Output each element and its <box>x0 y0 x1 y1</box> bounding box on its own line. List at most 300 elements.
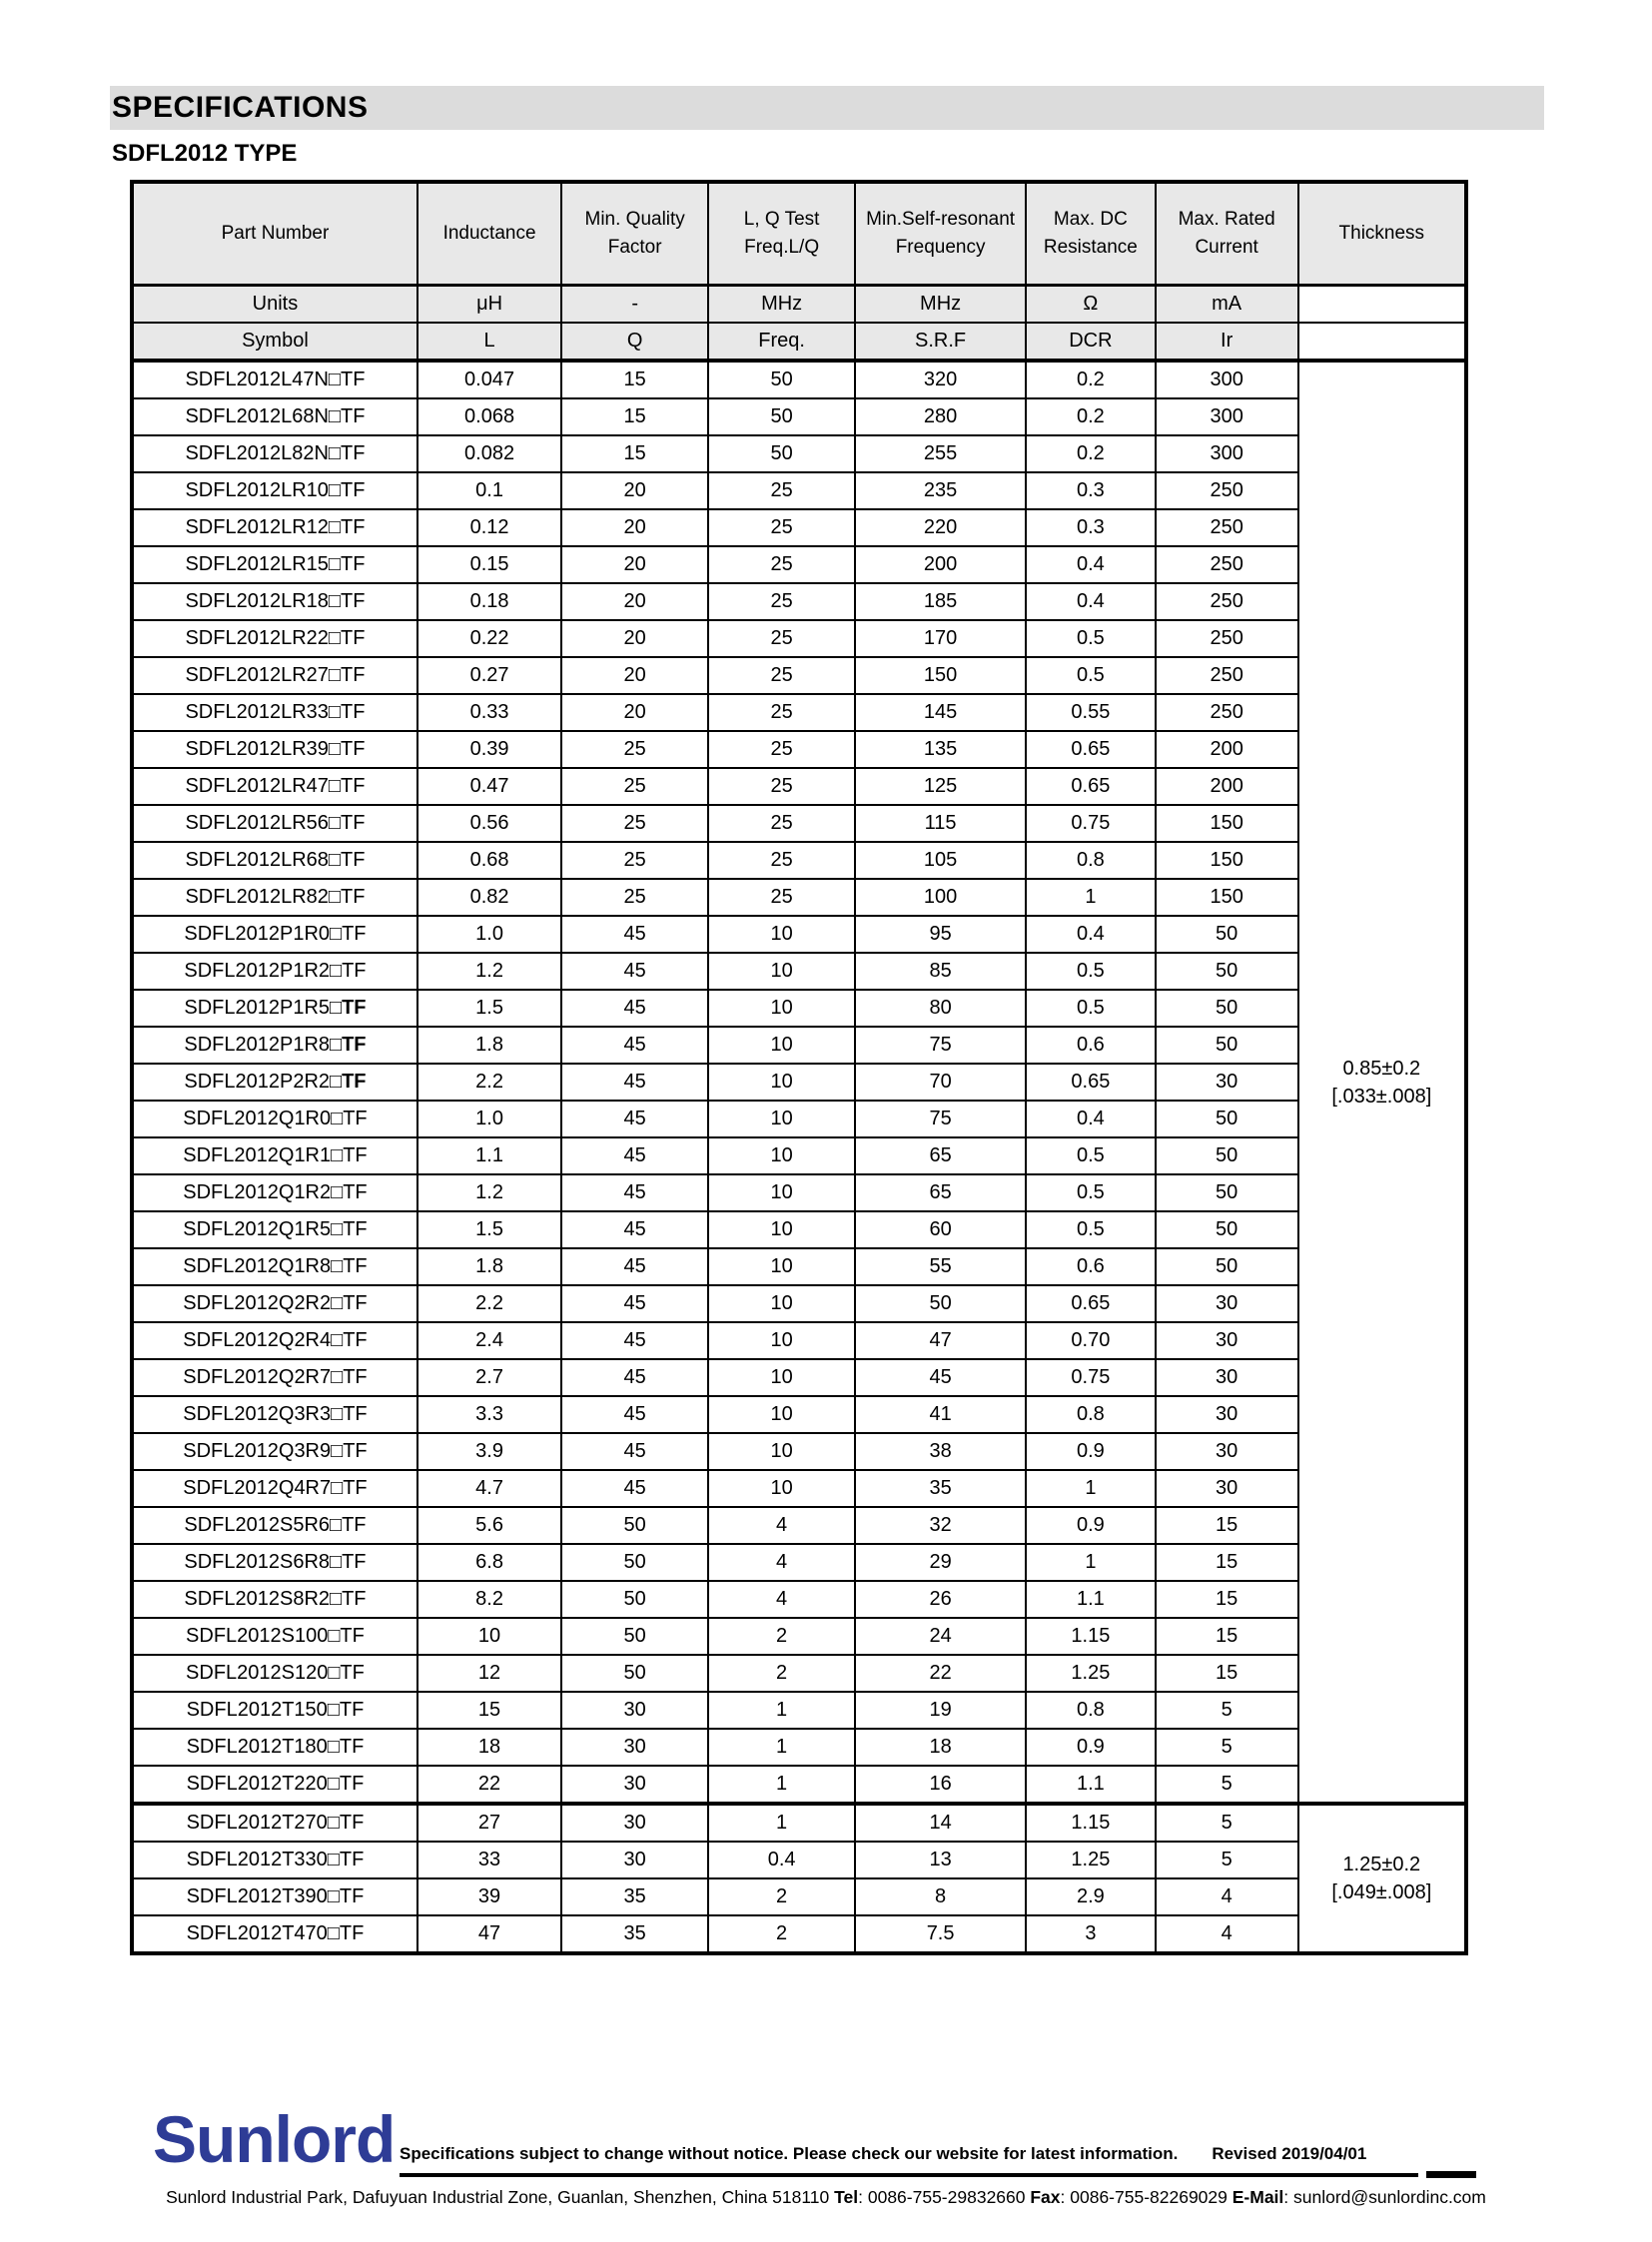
part-number: SDFL2012S100□TF <box>132 1618 417 1655</box>
part-number: SDFL2012Q1R8□TF <box>132 1248 417 1285</box>
cell-q: 45 <box>561 1101 708 1137</box>
cell-l: 1.8 <box>417 1248 561 1285</box>
cell-q: 45 <box>561 1248 708 1285</box>
fax-label: Fax <box>1030 2187 1061 2207</box>
cell-dcr: 0.8 <box>1026 842 1156 879</box>
cell-ir: 250 <box>1156 546 1298 583</box>
symbol-row-value: S.R.F <box>855 323 1026 361</box>
cell-ir: 250 <box>1156 509 1298 546</box>
cell-l: 0.27 <box>417 657 561 694</box>
cell-srf: 26 <box>855 1581 1026 1618</box>
part-number: SDFL2012S8R2□TF <box>132 1581 417 1618</box>
cell-freq: 10 <box>708 1174 855 1211</box>
cell-dcr: 0.4 <box>1026 1101 1156 1137</box>
cell-ir: 150 <box>1156 842 1298 879</box>
cell-srf: 200 <box>855 546 1026 583</box>
units-row-label: Units <box>132 286 417 324</box>
cell-freq: 2 <box>708 1878 855 1915</box>
cell-l: 12 <box>417 1655 561 1692</box>
part-number: SDFL2012LR27□TF <box>132 657 417 694</box>
cell-srf: 35 <box>855 1470 1026 1507</box>
cell-dcr: 0.65 <box>1026 768 1156 805</box>
cell-freq: 10 <box>708 1027 855 1064</box>
cell-freq: 10 <box>708 990 855 1027</box>
part-number: SDFL2012T330□TF <box>132 1842 417 1878</box>
cell-q: 30 <box>561 1842 708 1878</box>
cell-l: 18 <box>417 1729 561 1766</box>
cell-ir: 30 <box>1156 1359 1298 1396</box>
cell-q: 30 <box>561 1804 708 1842</box>
cell-q: 15 <box>561 361 708 398</box>
column-header: L, Q Test Freq.L/Q <box>708 182 855 286</box>
cell-srf: 75 <box>855 1101 1026 1137</box>
cell-l: 0.068 <box>417 398 561 435</box>
cell-freq: 25 <box>708 472 855 509</box>
cell-dcr: 0.5 <box>1026 657 1156 694</box>
units-row-value: - <box>561 286 708 324</box>
cell-freq: 10 <box>708 1137 855 1174</box>
part-number: SDFL2012P1R0□TF <box>132 916 417 953</box>
cell-srf: 13 <box>855 1842 1026 1878</box>
cell-ir: 15 <box>1156 1544 1298 1581</box>
cell-dcr: 0.75 <box>1026 805 1156 842</box>
cell-freq: 2 <box>708 1655 855 1692</box>
symbol-row-value: DCR <box>1026 323 1156 361</box>
cell-freq: 25 <box>708 805 855 842</box>
part-number: SDFL2012P1R2□TF <box>132 953 417 990</box>
cell-q: 45 <box>561 1211 708 1248</box>
cell-dcr: 2.9 <box>1026 1878 1156 1915</box>
cell-q: 45 <box>561 1285 708 1322</box>
part-number: SDFL2012Q1R0□TF <box>132 1101 417 1137</box>
cell-srf: 65 <box>855 1174 1026 1211</box>
cell-dcr: 0.2 <box>1026 398 1156 435</box>
cell-dcr: 0.3 <box>1026 472 1156 509</box>
cell-q: 30 <box>561 1766 708 1804</box>
cell-srf: 185 <box>855 583 1026 620</box>
section-title: SPECIFICATIONS <box>112 91 369 124</box>
cell-freq: 10 <box>708 1248 855 1285</box>
cell-dcr: 0.9 <box>1026 1729 1156 1766</box>
cell-dcr: 0.6 <box>1026 1027 1156 1064</box>
cell-dcr: 0.65 <box>1026 731 1156 768</box>
cell-ir: 15 <box>1156 1507 1298 1544</box>
part-number: SDFL2012Q1R2□TF <box>132 1174 417 1211</box>
cell-dcr: 1.15 <box>1026 1804 1156 1842</box>
cell-l: 27 <box>417 1804 561 1842</box>
part-number: SDFL2012T390□TF <box>132 1878 417 1915</box>
cell-ir: 5 <box>1156 1766 1298 1804</box>
cell-l: 0.82 <box>417 879 561 916</box>
cell-l: 0.47 <box>417 768 561 805</box>
cell-q: 45 <box>561 1027 708 1064</box>
cell-q: 45 <box>561 1322 708 1359</box>
cell-q: 35 <box>561 1878 708 1915</box>
cell-srf: 45 <box>855 1359 1026 1396</box>
units-row-thickness-blank <box>1298 286 1466 324</box>
cell-l: 1.0 <box>417 916 561 953</box>
cell-l: 1.8 <box>417 1027 561 1064</box>
cell-freq: 50 <box>708 435 855 472</box>
cell-srf: 75 <box>855 1027 1026 1064</box>
cell-ir: 15 <box>1156 1618 1298 1655</box>
cell-srf: 80 <box>855 990 1026 1027</box>
notice-text: Specifications subject to change without notice. Please check our website for latest information. <box>400 2144 1179 2163</box>
part-number: SDFL2012S6R8□TF <box>132 1544 417 1581</box>
part-number: SDFL2012LR18□TF <box>132 583 417 620</box>
cell-freq: 10 <box>708 1396 855 1433</box>
section-title-bar <box>110 86 1544 130</box>
cell-srf: 50 <box>855 1285 1026 1322</box>
part-number: SDFL2012LR22□TF <box>132 620 417 657</box>
email-label: E-Mail <box>1232 2187 1284 2207</box>
cell-dcr: 0.5 <box>1026 1137 1156 1174</box>
cell-dcr: 0.8 <box>1026 1396 1156 1433</box>
cell-l: 1.5 <box>417 990 561 1027</box>
fax-value: : 0086-755-82269029 <box>1060 2187 1233 2207</box>
cell-freq: 2 <box>708 1915 855 1953</box>
cell-srf: 55 <box>855 1248 1026 1285</box>
cell-freq: 1 <box>708 1766 855 1804</box>
cell-q: 25 <box>561 879 708 916</box>
part-number: SDFL2012T220□TF <box>132 1766 417 1804</box>
cell-q: 50 <box>561 1618 708 1655</box>
cell-ir: 250 <box>1156 657 1298 694</box>
cell-dcr: 1 <box>1026 879 1156 916</box>
cell-ir: 4 <box>1156 1915 1298 1953</box>
cell-srf: 47 <box>855 1322 1026 1359</box>
symbol-row-value: Freq. <box>708 323 855 361</box>
cell-l: 2.2 <box>417 1064 561 1101</box>
cell-l: 10 <box>417 1618 561 1655</box>
cell-dcr: 1 <box>1026 1470 1156 1507</box>
cell-dcr: 0.2 <box>1026 435 1156 472</box>
cell-q: 50 <box>561 1581 708 1618</box>
cell-l: 1.0 <box>417 1101 561 1137</box>
part-number: SDFL2012LR15□TF <box>132 546 417 583</box>
cell-l: 15 <box>417 1692 561 1729</box>
cell-srf: 135 <box>855 731 1026 768</box>
cell-l: 39 <box>417 1878 561 1915</box>
part-number: SDFL2012P1R5□TF <box>132 990 417 1027</box>
cell-q: 15 <box>561 398 708 435</box>
cell-ir: 15 <box>1156 1655 1298 1692</box>
cell-l: 1.5 <box>417 1211 561 1248</box>
cell-srf: 170 <box>855 620 1026 657</box>
cell-freq: 10 <box>708 1322 855 1359</box>
part-number: SDFL2012Q1R5□TF <box>132 1211 417 1248</box>
cell-q: 20 <box>561 509 708 546</box>
cell-srf: 24 <box>855 1618 1026 1655</box>
cell-srf: 115 <box>855 805 1026 842</box>
cell-q: 20 <box>561 583 708 620</box>
cell-srf: 22 <box>855 1655 1026 1692</box>
cell-srf: 150 <box>855 657 1026 694</box>
cell-q: 45 <box>561 1396 708 1433</box>
symbol-row-value: L <box>417 323 561 361</box>
cell-ir: 200 <box>1156 768 1298 805</box>
cell-l: 0.047 <box>417 361 561 398</box>
cell-ir: 30 <box>1156 1285 1298 1322</box>
cell-dcr: 1.25 <box>1026 1655 1156 1692</box>
cell-freq: 25 <box>708 694 855 731</box>
cell-ir: 15 <box>1156 1581 1298 1618</box>
part-number: SDFL2012T180□TF <box>132 1729 417 1766</box>
cell-freq: 1 <box>708 1729 855 1766</box>
cell-l: 22 <box>417 1766 561 1804</box>
part-number: SDFL2012L68N□TF <box>132 398 417 435</box>
cell-ir: 5 <box>1156 1804 1298 1842</box>
cell-ir: 50 <box>1156 1248 1298 1285</box>
cell-q: 15 <box>561 435 708 472</box>
cell-dcr: 1.1 <box>1026 1766 1156 1804</box>
cell-srf: 95 <box>855 916 1026 953</box>
symbol-row-value: Q <box>561 323 708 361</box>
cell-dcr: 1.15 <box>1026 1618 1156 1655</box>
cell-srf: 145 <box>855 694 1026 731</box>
units-row-value: μH <box>417 286 561 324</box>
cell-ir: 50 <box>1156 953 1298 990</box>
cell-q: 45 <box>561 916 708 953</box>
part-number: SDFL2012T270□TF <box>132 1804 417 1842</box>
cell-srf: 32 <box>855 1507 1026 1544</box>
cell-freq: 10 <box>708 1433 855 1470</box>
footer-divider-end <box>1426 2171 1476 2178</box>
cell-dcr: 0.4 <box>1026 916 1156 953</box>
part-number: SDFL2012Q3R3□TF <box>132 1396 417 1433</box>
cell-dcr: 0.75 <box>1026 1359 1156 1396</box>
cell-l: 0.39 <box>417 731 561 768</box>
cell-l: 1.2 <box>417 953 561 990</box>
cell-freq: 50 <box>708 398 855 435</box>
units-row-value: Ω <box>1026 286 1156 324</box>
address-text: Sunlord Industrial Park, Dafuyuan Industrial Zone, Guanlan, Shenzhen, China 518110 <box>166 2187 835 2207</box>
part-number: SDFL2012LR10□TF <box>132 472 417 509</box>
symbol-row-label: Symbol <box>132 323 417 361</box>
cell-freq: 0.4 <box>708 1842 855 1878</box>
cell-ir: 200 <box>1156 731 1298 768</box>
cell-l: 2.2 <box>417 1285 561 1322</box>
cell-srf: 105 <box>855 842 1026 879</box>
cell-l: 0.082 <box>417 435 561 472</box>
cell-ir: 5 <box>1156 1692 1298 1729</box>
cell-ir: 250 <box>1156 583 1298 620</box>
cell-srf: 60 <box>855 1211 1026 1248</box>
cell-ir: 5 <box>1156 1729 1298 1766</box>
cell-dcr: 0.70 <box>1026 1322 1156 1359</box>
cell-dcr: 0.65 <box>1026 1285 1156 1322</box>
cell-srf: 38 <box>855 1433 1026 1470</box>
cell-freq: 4 <box>708 1581 855 1618</box>
cell-freq: 10 <box>708 1064 855 1101</box>
cell-l: 1.1 <box>417 1137 561 1174</box>
cell-dcr: 0.4 <box>1026 583 1156 620</box>
cell-ir: 300 <box>1156 435 1298 472</box>
part-number: SDFL2012LR33□TF <box>132 694 417 731</box>
cell-freq: 25 <box>708 583 855 620</box>
cell-freq: 1 <box>708 1692 855 1729</box>
cell-freq: 25 <box>708 657 855 694</box>
cell-l: 47 <box>417 1915 561 1953</box>
cell-q: 45 <box>561 1174 708 1211</box>
cell-q: 50 <box>561 1655 708 1692</box>
column-header: Thickness <box>1298 182 1466 286</box>
cell-srf: 7.5 <box>855 1915 1026 1953</box>
cell-ir: 30 <box>1156 1433 1298 1470</box>
cell-freq: 25 <box>708 731 855 768</box>
units-row-value: MHz <box>855 286 1026 324</box>
cell-ir: 250 <box>1156 472 1298 509</box>
cell-l: 33 <box>417 1842 561 1878</box>
part-number: SDFL2012Q2R4□TF <box>132 1322 417 1359</box>
cell-freq: 10 <box>708 1101 855 1137</box>
cell-freq: 10 <box>708 1211 855 1248</box>
cell-dcr: 0.2 <box>1026 361 1156 398</box>
cell-ir: 250 <box>1156 620 1298 657</box>
cell-freq: 4 <box>708 1544 855 1581</box>
symbol-row-value: Ir <box>1156 323 1298 361</box>
cell-ir: 150 <box>1156 805 1298 842</box>
cell-q: 45 <box>561 1137 708 1174</box>
cell-q: 45 <box>561 1470 708 1507</box>
symbol-row-thickness-blank <box>1298 323 1466 361</box>
column-header: Max. DC Resistance <box>1026 182 1156 286</box>
part-number: SDFL2012LR39□TF <box>132 731 417 768</box>
cell-l: 3.3 <box>417 1396 561 1433</box>
cell-ir: 50 <box>1156 1101 1298 1137</box>
cell-l: 0.12 <box>417 509 561 546</box>
cell-q: 25 <box>561 805 708 842</box>
cell-q: 50 <box>561 1507 708 1544</box>
cell-srf: 70 <box>855 1064 1026 1101</box>
cell-freq: 25 <box>708 546 855 583</box>
footer-divider <box>400 2173 1418 2177</box>
cell-l: 0.68 <box>417 842 561 879</box>
cell-ir: 5 <box>1156 1842 1298 1878</box>
cell-q: 20 <box>561 694 708 731</box>
email-value: : sunlord@sunlordinc.com <box>1283 2187 1486 2207</box>
cell-freq: 4 <box>708 1507 855 1544</box>
cell-q: 20 <box>561 620 708 657</box>
cell-srf: 16 <box>855 1766 1026 1804</box>
cell-q: 50 <box>561 1544 708 1581</box>
cell-q: 30 <box>561 1729 708 1766</box>
cell-ir: 300 <box>1156 361 1298 398</box>
cell-dcr: 0.5 <box>1026 990 1156 1027</box>
cell-q: 45 <box>561 1433 708 1470</box>
cell-freq: 25 <box>708 768 855 805</box>
cell-ir: 4 <box>1156 1878 1298 1915</box>
cell-srf: 255 <box>855 435 1026 472</box>
cell-ir: 30 <box>1156 1322 1298 1359</box>
thickness-value: 0.85±0.2 [.033±.008] <box>1298 361 1466 1804</box>
cell-ir: 50 <box>1156 1211 1298 1248</box>
cell-dcr: 0.55 <box>1026 694 1156 731</box>
cell-srf: 8 <box>855 1878 1026 1915</box>
footer-notice <box>400 2144 1478 2164</box>
cell-freq: 1 <box>708 1804 855 1842</box>
cell-q: 25 <box>561 768 708 805</box>
units-row-value: MHz <box>708 286 855 324</box>
cell-l: 2.7 <box>417 1359 561 1396</box>
cell-l: 0.1 <box>417 472 561 509</box>
sunlord-logo: Sunlord <box>153 2102 396 2176</box>
cell-dcr: 1 <box>1026 1544 1156 1581</box>
cell-dcr: 0.5 <box>1026 1211 1156 1248</box>
cell-q: 20 <box>561 657 708 694</box>
part-number: SDFL2012LR68□TF <box>132 842 417 879</box>
cell-dcr: 0.5 <box>1026 1174 1156 1211</box>
cell-dcr: 0.9 <box>1026 1433 1156 1470</box>
cell-srf: 19 <box>855 1692 1026 1729</box>
cell-ir: 30 <box>1156 1064 1298 1101</box>
cell-freq: 25 <box>708 842 855 879</box>
cell-srf: 41 <box>855 1396 1026 1433</box>
cell-dcr: 0.6 <box>1026 1248 1156 1285</box>
column-header: Max. Rated Current <box>1156 182 1298 286</box>
cell-srf: 65 <box>855 1137 1026 1174</box>
cell-dcr: 0.5 <box>1026 620 1156 657</box>
part-number: SDFL2012L47N□TF <box>132 361 417 398</box>
cell-srf: 125 <box>855 768 1026 805</box>
cell-l: 8.2 <box>417 1581 561 1618</box>
cell-ir: 30 <box>1156 1396 1298 1433</box>
cell-dcr: 3 <box>1026 1915 1156 1953</box>
cell-l: 6.8 <box>417 1544 561 1581</box>
part-number: SDFL2012S120□TF <box>132 1655 417 1692</box>
cell-q: 45 <box>561 1359 708 1396</box>
cell-ir: 250 <box>1156 694 1298 731</box>
cell-ir: 50 <box>1156 1027 1298 1064</box>
cell-q: 35 <box>561 1915 708 1953</box>
cell-dcr: 1.25 <box>1026 1842 1156 1878</box>
cell-freq: 10 <box>708 1285 855 1322</box>
cell-freq: 10 <box>708 916 855 953</box>
part-number: SDFL2012T150□TF <box>132 1692 417 1729</box>
part-number: SDFL2012LR56□TF <box>132 805 417 842</box>
cell-ir: 150 <box>1156 879 1298 916</box>
part-number: SDFL2012P1R8□TF <box>132 1027 417 1064</box>
cell-srf: 18 <box>855 1729 1026 1766</box>
cell-ir: 50 <box>1156 990 1298 1027</box>
cell-ir: 300 <box>1156 398 1298 435</box>
revised-date: Revised 2019/04/01 <box>1212 2144 1367 2163</box>
cell-l: 0.56 <box>417 805 561 842</box>
cell-q: 45 <box>561 953 708 990</box>
cell-srf: 100 <box>855 879 1026 916</box>
thickness-value: 1.25±0.2 [.049±.008] <box>1298 1804 1466 1953</box>
tel-value: : 0086-755-29832660 <box>858 2187 1031 2207</box>
column-header: Min. Quality Factor <box>561 182 708 286</box>
spec-table-wrap <box>130 180 1468 1955</box>
part-number: SDFL2012Q2R2□TF <box>132 1285 417 1322</box>
cell-freq: 25 <box>708 509 855 546</box>
cell-srf: 85 <box>855 953 1026 990</box>
part-number: SDFL2012LR12□TF <box>132 509 417 546</box>
cell-l: 4.7 <box>417 1470 561 1507</box>
part-number: SDFL2012Q1R1□TF <box>132 1137 417 1174</box>
cell-q: 30 <box>561 1692 708 1729</box>
cell-q: 25 <box>561 842 708 879</box>
part-number: SDFL2012Q3R9□TF <box>132 1433 417 1470</box>
cell-l: 2.4 <box>417 1322 561 1359</box>
part-number: SDFL2012L82N□TF <box>132 435 417 472</box>
cell-dcr: 1.1 <box>1026 1581 1156 1618</box>
cell-ir: 50 <box>1156 916 1298 953</box>
cell-freq: 10 <box>708 1359 855 1396</box>
cell-l: 0.15 <box>417 546 561 583</box>
cell-srf: 235 <box>855 472 1026 509</box>
